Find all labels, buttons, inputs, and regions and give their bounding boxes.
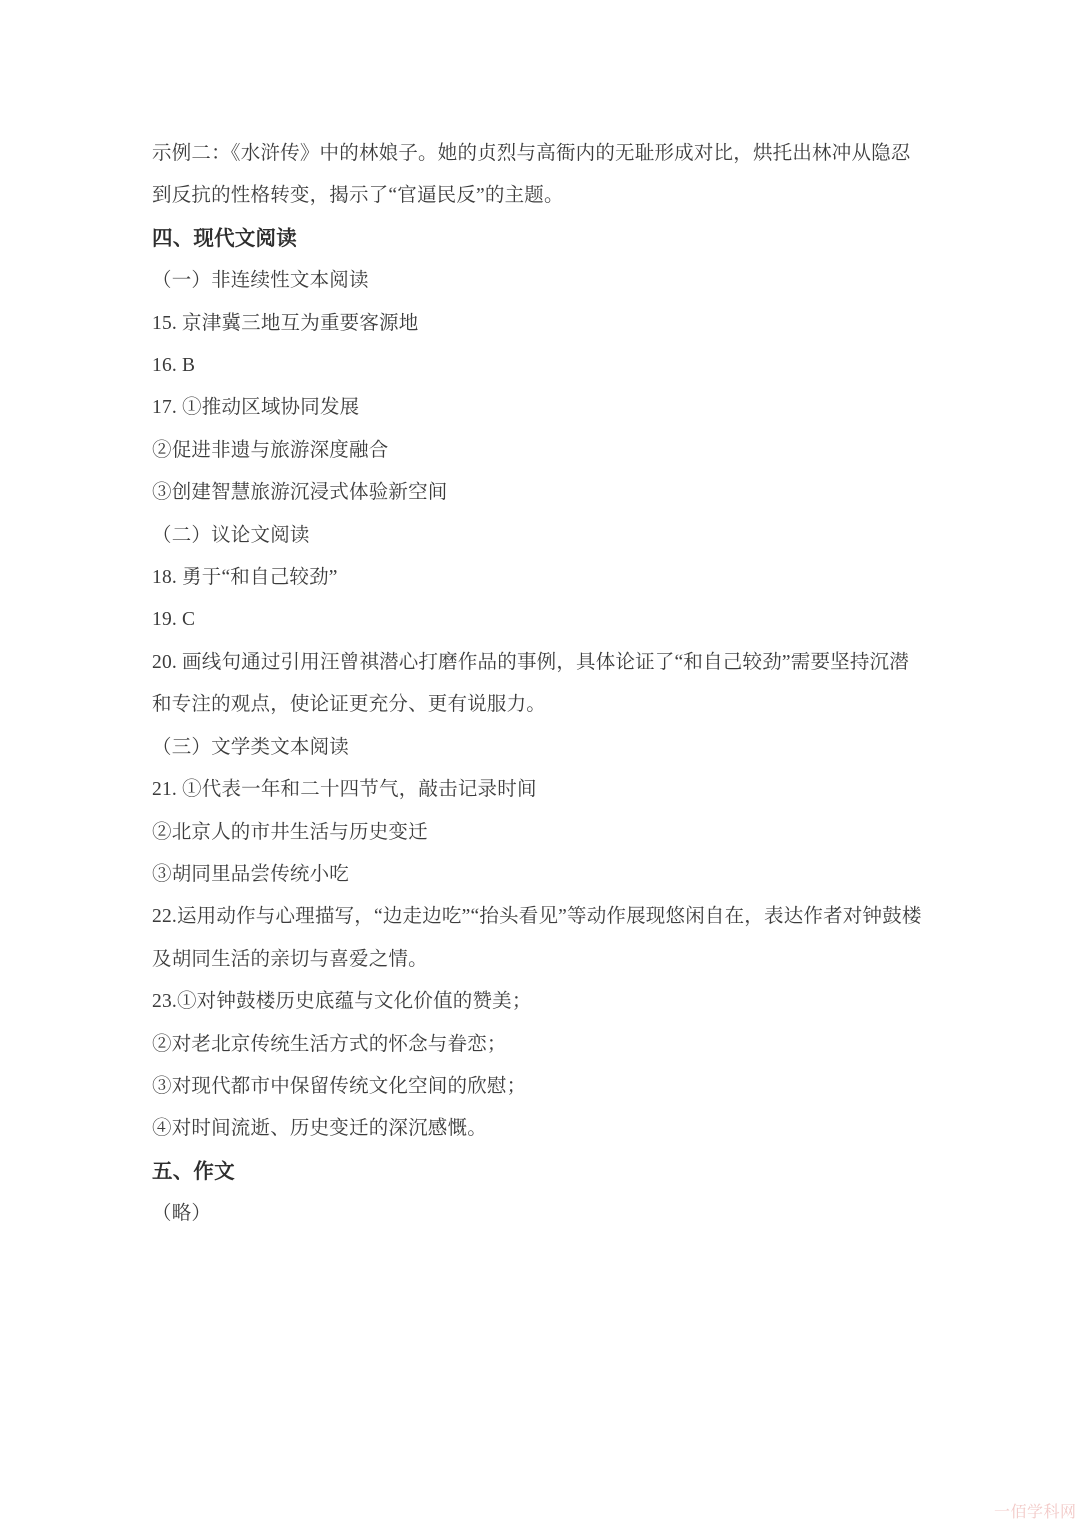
text-line: 到反抗的性格转变，揭示了“官逼民反”的主题。 xyxy=(152,185,564,207)
answer-line: （略） xyxy=(152,1203,212,1225)
answer-line: 及胡同生活的亲切与喜爱之情。 xyxy=(152,948,428,970)
answer-line: 20. 画线句通过引用汪曾祺潜心打磨作品的事例，具体论证了“和自己较劲”需要坚持沉潜 xyxy=(152,651,909,673)
site-watermark: 一佰学科网 xyxy=(994,1504,1077,1521)
answer-line: 21. ①代表一年和二十四节气，敲击记录时间 xyxy=(152,779,537,801)
answer-line: 17. ①推动区域协同发展 xyxy=(152,397,360,419)
answer-line: 23.①对钟鼓楼历史底蕴与文化价值的赞美； xyxy=(152,991,532,1013)
answer-line: 15. 京津冀三地互为重要客源地 xyxy=(152,312,419,334)
answer-line: ②北京人的市井生活与历史变迁 xyxy=(152,821,428,843)
answer-line: 18. 勇于“和自己较劲” xyxy=(152,567,338,589)
text-line: 示例二：《水浒传》中的林娘子。她的贞烈与高衙内的无耻形成对比，烘托出林冲从隐忍 xyxy=(152,143,911,164)
answer-line: 22.运用动作与心理描写，“边走边吃”“抬头看见”等动作展现悠闲自在，表达作者对钟鼓楼 xyxy=(152,906,922,928)
subsection-label: （一）非连续性文本阅读 xyxy=(152,270,369,292)
answer-line: 16. B xyxy=(152,355,196,377)
section-heading: 五、作文 xyxy=(152,1160,235,1183)
section-heading: 四、现代文阅读 xyxy=(152,227,297,250)
answer-sheet-content xyxy=(152,133,927,1236)
answer-line: ②促进非遗与旅游深度融合 xyxy=(152,439,389,461)
answer-line: ④对时间流逝、历史变迁的深沉感慨。 xyxy=(152,1118,487,1140)
answer-line: ③对现代都市中保留传统文化空间的欣慰； xyxy=(152,1075,527,1097)
answer-line: 19. C xyxy=(152,609,196,631)
subsection-label: （三）文学类文本阅读 xyxy=(152,736,350,758)
answer-line: 和专注的观点，使论证更充分、更有说服力。 xyxy=(152,694,547,716)
answer-line: ②对老北京传统生活方式的怀念与眷恋； xyxy=(152,1033,507,1055)
subsection-label: （二）议论文阅读 xyxy=(152,524,310,546)
answer-line: ③胡同里品尝传统小吃 xyxy=(152,863,350,885)
answer-line: ③创建智慧旅游沉浸式体验新空间 xyxy=(152,482,448,504)
